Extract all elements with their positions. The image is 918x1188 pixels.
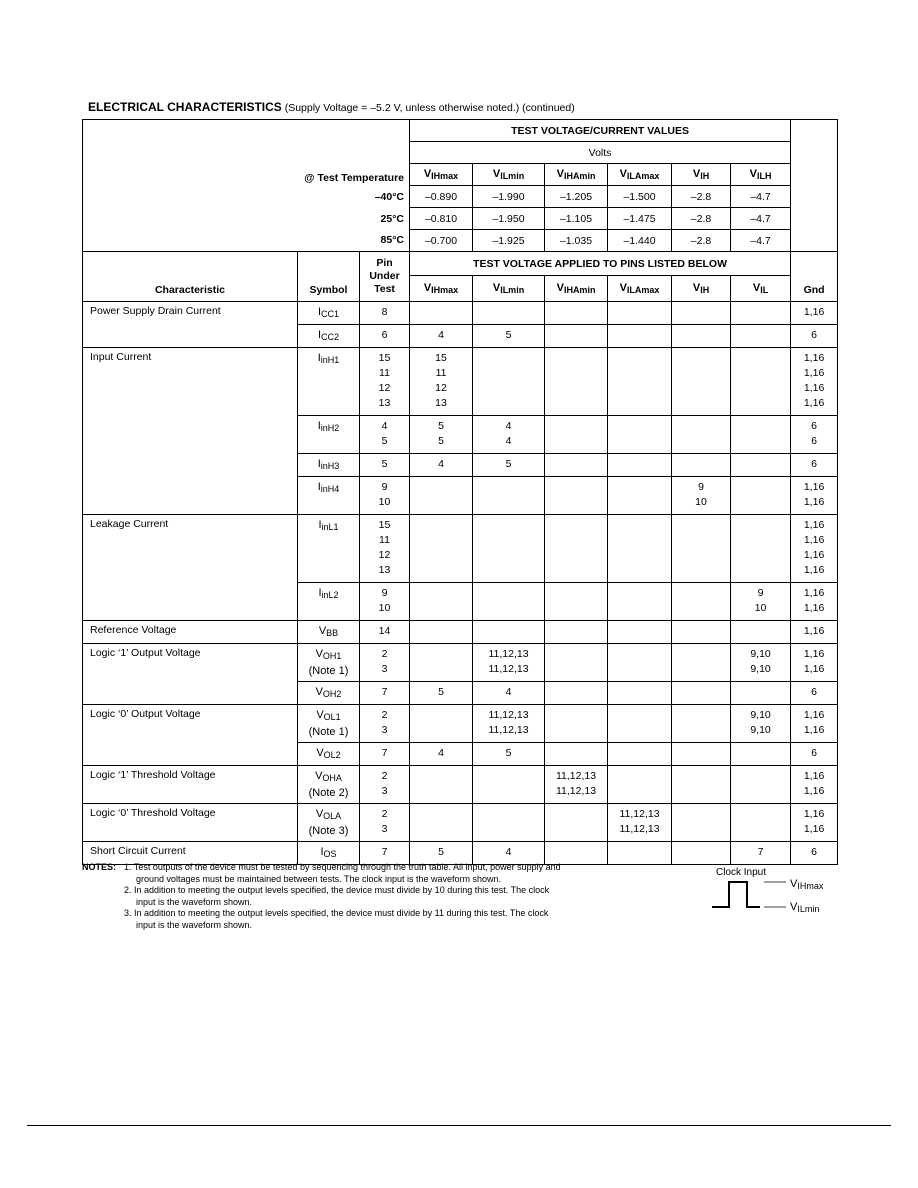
pin-cell: 14 xyxy=(360,621,410,644)
characteristic-name: Logic ‘0’ Output Voltage xyxy=(83,705,298,766)
applied-cell xyxy=(672,682,731,705)
applied-header-row xyxy=(83,252,838,276)
applied-cell: 5 xyxy=(473,454,545,477)
bottom-col-header: $V_{ILmin}$ xyxy=(473,276,545,302)
applied-cell: 15 11 12 13 xyxy=(410,348,473,416)
applied-cell: 4 xyxy=(473,682,545,705)
characteristic-name: Power Supply Drain Current xyxy=(83,302,298,348)
bottom-col-header: $V_{IHAmin}$ xyxy=(545,276,608,302)
applied-cell xyxy=(473,477,545,515)
temp-value: –40°C xyxy=(83,186,410,208)
symbol-cell: $I_{OS}$ xyxy=(298,842,360,865)
applied-cell xyxy=(731,454,791,477)
temp-value: 85°C xyxy=(83,230,410,252)
table-row xyxy=(83,766,838,804)
pin-cell: 5 xyxy=(360,454,410,477)
top-col-header: $V_{IH}$ xyxy=(672,164,731,186)
applied-cell xyxy=(608,477,672,515)
header-row-values xyxy=(83,120,838,142)
applied-cell xyxy=(410,515,473,583)
applied-cell xyxy=(473,766,545,804)
characteristic-name: Logic ‘1’ Output Voltage xyxy=(83,644,298,705)
characteristic-name: Leakage Current xyxy=(83,515,298,621)
applied-cell xyxy=(545,583,608,621)
table-row xyxy=(83,705,838,743)
applied-cell xyxy=(672,454,731,477)
gnd-cell: 6 xyxy=(791,682,838,705)
voltage-value: –0.810 xyxy=(410,208,473,230)
applied-cell xyxy=(608,583,672,621)
voltage-value: –1.105 xyxy=(545,208,608,230)
voltage-value: –1.035 xyxy=(545,230,608,252)
characteristic-name: Reference Voltage xyxy=(83,621,298,644)
applied-cell xyxy=(731,477,791,515)
applied-cell xyxy=(608,621,672,644)
table-row xyxy=(83,804,838,842)
symbol-cell: $I_{inH2}$ xyxy=(298,416,360,454)
applied-cell xyxy=(410,477,473,515)
applied-cell xyxy=(672,348,731,416)
applied-cell xyxy=(545,348,608,416)
applied-cell xyxy=(672,302,731,325)
voltage-value: –1.925 xyxy=(473,230,545,252)
pin-cell: 6 xyxy=(360,325,410,348)
applied-cell: 4 xyxy=(410,454,473,477)
applied-cell xyxy=(545,644,608,682)
applied-cell xyxy=(672,804,731,842)
applied-cell xyxy=(672,325,731,348)
applied-cell xyxy=(608,766,672,804)
applied-cell xyxy=(545,477,608,515)
pin-cell: 7 xyxy=(360,743,410,766)
gnd-cell: 6 6 xyxy=(791,416,838,454)
note-continuation: input is the waveform shown. xyxy=(136,919,253,930)
applied-cell: 4 xyxy=(473,842,545,865)
gnd-cell: 1,16 1,16 xyxy=(791,477,838,515)
applied-header: TEST VOLTAGE APPLIED TO PINS LISTED BELOW xyxy=(410,252,791,276)
gnd-cell: 1,16 1,16 xyxy=(791,644,838,682)
pin-cell: 4 5 xyxy=(360,416,410,454)
applied-cell xyxy=(410,644,473,682)
temp-value: 25°C xyxy=(83,208,410,230)
voltage-value: –2.8 xyxy=(672,230,731,252)
applied-cell xyxy=(608,454,672,477)
applied-cell xyxy=(545,621,608,644)
applied-cell xyxy=(672,743,731,766)
voltage-value: –1.475 xyxy=(608,208,672,230)
pin-cell: 7 xyxy=(360,682,410,705)
note-continuation: ground voltages must be maintained between tests. The clock input is the waveform shown. xyxy=(136,873,502,884)
applied-cell xyxy=(731,621,791,644)
applied-cell xyxy=(545,515,608,583)
symbol-cell: $V_{OL1}$ (Note 1) xyxy=(298,705,360,743)
table-row xyxy=(83,348,838,416)
symbol-cell: $V_{OL2}$ xyxy=(298,743,360,766)
applied-cell xyxy=(672,515,731,583)
applied-cell xyxy=(608,325,672,348)
applied-cell: 5 xyxy=(410,682,473,705)
applied-cell xyxy=(545,325,608,348)
symbol-cell: $V_{OH1}$ (Note 1) xyxy=(298,644,360,682)
applied-cell xyxy=(608,302,672,325)
applied-cell xyxy=(608,705,672,743)
applied-cell: 5 xyxy=(473,325,545,348)
gnd-cell: 6 xyxy=(791,842,838,865)
applied-cell: 7 xyxy=(731,842,791,865)
applied-cell xyxy=(608,416,672,454)
characteristic-name: Short Circuit Current xyxy=(83,842,298,865)
applied-cell xyxy=(545,454,608,477)
footer-rule xyxy=(27,1125,891,1126)
applied-cell xyxy=(672,842,731,865)
gnd-cell: 1,16 1,16 xyxy=(791,583,838,621)
gnd-cell: 1,16 1,16 1,16 1,16 xyxy=(791,348,838,416)
voltage-value: –2.8 xyxy=(672,186,731,208)
section-title-rest: (Supply Voltage = –5.2 V, unless otherwise noted.) (continued) xyxy=(281,102,575,114)
section-title xyxy=(88,100,575,114)
gnd-cell: 6 xyxy=(791,454,838,477)
volts-label: Volts xyxy=(410,142,791,164)
gnd-cell: 1,16 1,16 xyxy=(791,766,838,804)
symbol-header: Symbol xyxy=(298,252,360,302)
applied-cell: 11,12,13 11,12,13 xyxy=(473,705,545,743)
table-body xyxy=(83,120,838,865)
applied-cell xyxy=(473,348,545,416)
pin-cell: 15 11 12 13 xyxy=(360,515,410,583)
symbol-cell: $V_{OHA}$ (Note 2) xyxy=(298,766,360,804)
symbol-cell: $I_{inH3}$ xyxy=(298,454,360,477)
voltage-value: –1.990 xyxy=(473,186,545,208)
gnd-cell: 6 xyxy=(791,325,838,348)
note-item: 2. In addition to meeting the output levels specified, the device must divide by 10 during this test. The clock xyxy=(124,885,550,896)
voltage-value: –4.7 xyxy=(731,208,791,230)
symbol-cell: $I_{CC2}$ xyxy=(298,325,360,348)
clock-input-waveform xyxy=(708,864,838,924)
test-values-header: TEST VOLTAGE/CURRENT VALUES xyxy=(410,120,791,142)
applied-cell xyxy=(672,416,731,454)
table-row xyxy=(83,302,838,325)
applied-cell: 4 xyxy=(410,743,473,766)
characteristic-name: Logic ‘1’ Threshold Voltage xyxy=(83,766,298,804)
applied-cell: 5 5 xyxy=(410,416,473,454)
bottom-col-header: $V_{IHmax}$ xyxy=(410,276,473,302)
voltage-value: –0.700 xyxy=(410,230,473,252)
gnd-cell: 6 xyxy=(791,743,838,766)
applied-cell: 9,10 9,10 xyxy=(731,705,791,743)
symbol-cell: $I_{inL1}$ xyxy=(298,515,360,583)
applied-cell xyxy=(731,804,791,842)
applied-cell xyxy=(473,583,545,621)
pin-cell: 2 3 xyxy=(360,766,410,804)
top-col-header: $V_{IHmax}$ xyxy=(410,164,473,186)
applied-cell: 9 10 xyxy=(672,477,731,515)
applied-cell: 5 xyxy=(410,842,473,865)
applied-cell xyxy=(473,515,545,583)
gnd-cell: 1,16 1,16 xyxy=(791,804,838,842)
gnd-cell: 1,16 xyxy=(791,302,838,325)
symbol-cell: $I_{inL2}$ xyxy=(298,583,360,621)
applied-cell xyxy=(473,621,545,644)
bottom-col-header: $V_{ILAmax}$ xyxy=(608,276,672,302)
pin-cell: 2 3 xyxy=(360,705,410,743)
applied-cell xyxy=(473,302,545,325)
notes-block xyxy=(82,862,642,932)
table-row xyxy=(83,644,838,682)
applied-cell xyxy=(608,682,672,705)
voltage-value: –1.440 xyxy=(608,230,672,252)
characteristic-header: Characteristic xyxy=(83,252,298,302)
symbol-cell: $V_{OLA}$ (Note 3) xyxy=(298,804,360,842)
applied-cell xyxy=(473,804,545,842)
applied-cell: 5 xyxy=(473,743,545,766)
temp-row xyxy=(83,230,838,252)
applied-cell: 11,12,13 11,12,13 xyxy=(473,644,545,682)
applied-cell xyxy=(608,644,672,682)
applied-cell xyxy=(731,682,791,705)
applied-cell xyxy=(672,644,731,682)
note-continuation: input is the waveform shown. xyxy=(136,896,253,907)
applied-cell xyxy=(545,705,608,743)
gnd-header: Gnd xyxy=(791,252,838,302)
top-col-header: $V_{ILAmax}$ xyxy=(608,164,672,186)
applied-cell: 11,12,13 11,12,13 xyxy=(545,766,608,804)
voltage-value: –1.950 xyxy=(473,208,545,230)
voltage-value: –1.500 xyxy=(608,186,672,208)
voltage-value: –4.7 xyxy=(731,186,791,208)
symbol-cell: $V_{BB}$ xyxy=(298,621,360,644)
top-col-header: $V_{ILmin}$ xyxy=(473,164,545,186)
voltage-value: –2.8 xyxy=(672,208,731,230)
pin-cell: 7 xyxy=(360,842,410,865)
applied-cell: 9 10 xyxy=(731,583,791,621)
applied-cell xyxy=(410,766,473,804)
gnd-cell: 1,16 1,16 1,16 1,16 xyxy=(791,515,838,583)
gnd-cell: 1,16 xyxy=(791,621,838,644)
bottom-col-header: $V_{IH}$ xyxy=(672,276,731,302)
table-row xyxy=(83,621,838,644)
applied-cell xyxy=(731,348,791,416)
pin-cell: 8 xyxy=(360,302,410,325)
applied-cell xyxy=(545,682,608,705)
applied-cell xyxy=(672,583,731,621)
applied-cell xyxy=(545,743,608,766)
temp-row xyxy=(83,186,838,208)
bottom-col-header: $V_{IL}$ xyxy=(731,276,791,302)
symbol-cell: $I_{CC1}$ xyxy=(298,302,360,325)
applied-cell xyxy=(731,416,791,454)
applied-cell: 9,10 9,10 xyxy=(731,644,791,682)
applied-cell xyxy=(731,766,791,804)
applied-cell xyxy=(410,302,473,325)
symbol-cell: $I_{inH1}$ xyxy=(298,348,360,416)
applied-cell xyxy=(672,621,731,644)
top-col-header: $V_{ILH}$ xyxy=(731,164,791,186)
applied-cell xyxy=(672,766,731,804)
applied-cell xyxy=(545,804,608,842)
characteristic-name: Logic ‘0’ Threshold Voltage xyxy=(83,804,298,842)
applied-cell: 4 4 xyxy=(473,416,545,454)
temp-row xyxy=(83,208,838,230)
section-title-bold: ELECTRICAL CHARACTERISTICS xyxy=(88,100,282,114)
applied-cell xyxy=(410,705,473,743)
voltage-value: –1.205 xyxy=(545,186,608,208)
symbol-cell: $V_{OH2}$ xyxy=(298,682,360,705)
voltage-value: –0.890 xyxy=(410,186,473,208)
vihmax-label: $V_{IHmax}$ xyxy=(790,878,824,891)
pin-cell: 2 3 xyxy=(360,804,410,842)
pin-cell: 15 11 12 13 xyxy=(360,348,410,416)
applied-cell xyxy=(672,705,731,743)
temp-label-cell xyxy=(83,120,410,186)
temp-label: @ Test Temperature xyxy=(304,171,405,184)
applied-cell xyxy=(608,515,672,583)
pulse-icon xyxy=(708,864,838,924)
applied-cell xyxy=(608,348,672,416)
applied-cell xyxy=(731,325,791,348)
applied-cell xyxy=(545,302,608,325)
note-item: NOTES: 1. Test outputs of the device must be tested by sequencing through the truth table. All input, power supply and xyxy=(82,862,561,872)
electrical-characteristics-table xyxy=(82,119,838,865)
vilmin-label: $V_{ILmin}$ xyxy=(790,901,820,914)
waveform-title: Clock Input xyxy=(716,867,767,878)
applied-cell: 4 xyxy=(410,325,473,348)
applied-cell xyxy=(731,515,791,583)
top-col-header: $V_{IHAmin}$ xyxy=(545,164,608,186)
applied-cell xyxy=(410,804,473,842)
applied-cell xyxy=(545,416,608,454)
characteristic-name: Input Current xyxy=(83,348,298,515)
gnd-cell: 1,16 1,16 xyxy=(791,705,838,743)
symbol-cell: $I_{inH4}$ xyxy=(298,477,360,515)
voltage-value: –4.7 xyxy=(731,230,791,252)
pin-cell: 9 10 xyxy=(360,477,410,515)
applied-cell xyxy=(410,583,473,621)
note-item: 3. In addition to meeting the output levels specified, the device must divide by 11 during this test. The clock xyxy=(124,908,549,919)
applied-cell xyxy=(410,621,473,644)
pin-under-test-header: Pin Under Test xyxy=(360,252,410,302)
applied-cell: 11,12,13 11,12,13 xyxy=(608,804,672,842)
table-row xyxy=(83,515,838,583)
applied-cell xyxy=(731,743,791,766)
pin-cell: 2 3 xyxy=(360,644,410,682)
applied-cell xyxy=(608,743,672,766)
applied-cell xyxy=(731,302,791,325)
pin-cell: 9 10 xyxy=(360,583,410,621)
